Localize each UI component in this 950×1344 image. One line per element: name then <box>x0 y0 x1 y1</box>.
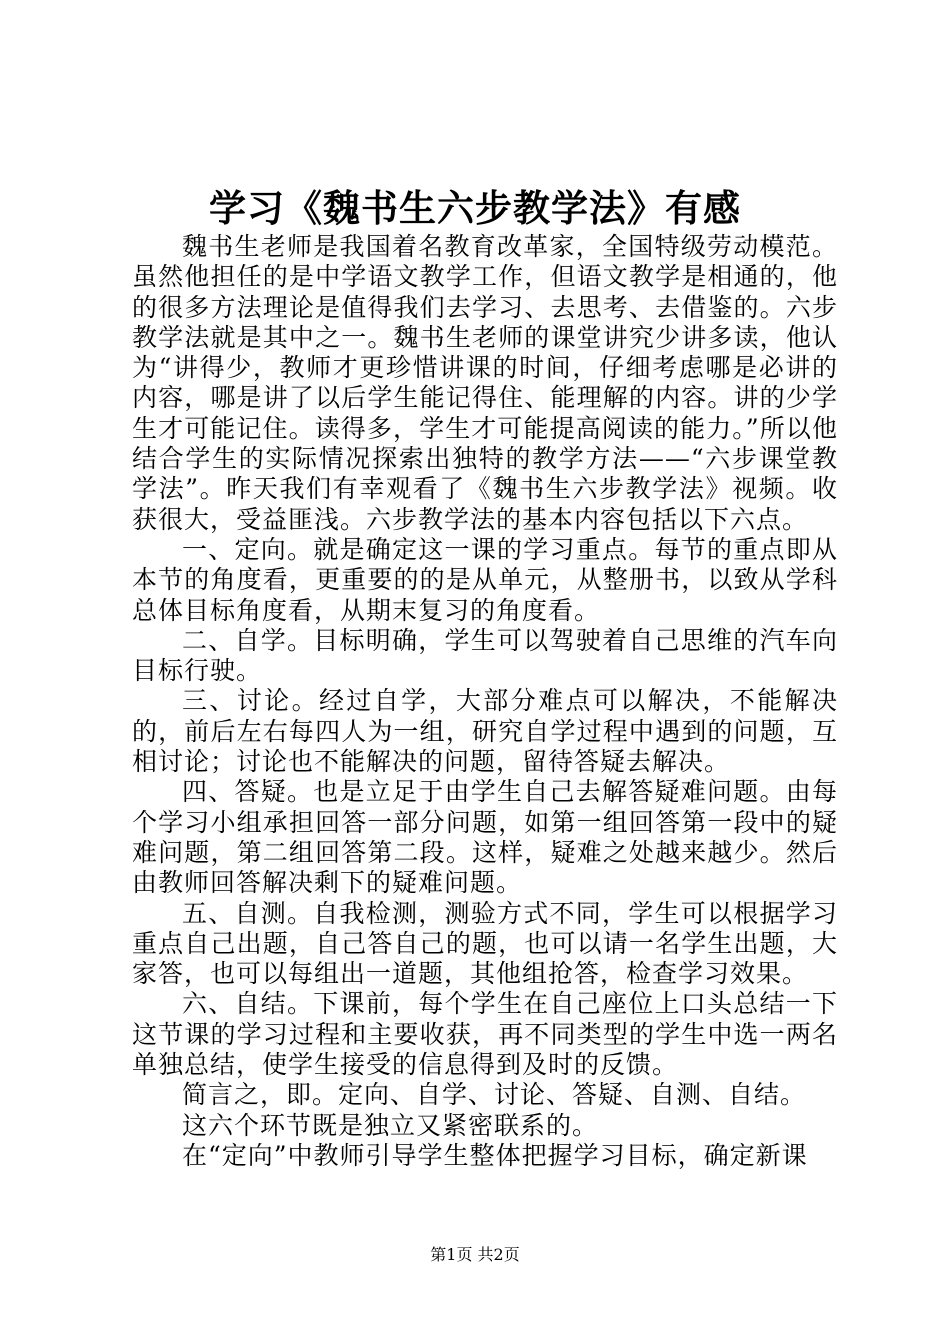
paragraph-step-2: 二、自学。目标明确，学生可以驾驶着自己思维的汽车向目标行驶。 <box>132 625 838 686</box>
paragraph-step-4: 四、答疑。也是立足于由学生自己去解答疑难问题。由每个学习小组承担回答一部分问题，如第一组回答第一段中的疑难问题，第二组回答第二段。这样，疑难之处越来越少。然后由教师回答解决剩下的疑难问题。 <box>132 777 838 898</box>
paragraph-connection: 这六个环节既是独立又紧密联系的。 <box>182 1110 599 1140</box>
paragraph-intro: 魏书生老师是我国着名教育改革家，全国特级劳动模范。虽然他担任的是中学语文教学工作，但语文教学是相通的，他的很多方法理论是值得我们去学习、去思考、去借鉴的。六步教学法就是其中之一。魏书生老师的课堂讲究少讲多读，他认为“讲得少，教师才更珍惜讲课的时间，仔细考虑哪是必讲的内容，哪是讲了以后学生能记得住、能理解的内容。讲的少学生才可能记住。读得多，学生才可能提高阅读的能力。”所以他结合学生的实际情况探索出独特的教学方法——“六步课堂教学法”。昨天我们有幸观看了《魏书生六步教学法》视频。收获很大，受益匪浅。六步教学法的基本内容包括以下六点。 <box>132 232 838 534</box>
document-title: 学习《魏书生六步教学法》有感 <box>209 186 741 230</box>
paragraph-summary: 简言之，即。定向、自学、讨论、答疑、自测、自结。 <box>182 1080 807 1110</box>
paragraph-continued: 在“定向”中教师引导学生整体把握学习目标，确定新课 <box>182 1140 808 1170</box>
page-number-footer: 第1页 共2页 <box>430 1245 520 1264</box>
document-body <box>132 232 838 1171</box>
paragraph-step-6: 六、自结。下课前，每个学生在自己座位上口头总结一下这节课的学习过程和主要收获，再不同类型的学生中选一两名单独总结，使学生接受的信息得到及时的反馈。 <box>132 989 838 1080</box>
paragraph-step-5: 五、自测。自我检测，测验方式不同，学生可以根据学习重点自己出题，自己答自己的题，也可以请一名学生出题，大家答，也可以每组出一道题，其他组抢答，检查学习效果。 <box>132 898 838 989</box>
paragraph-step-3: 三、讨论。经过自学，大部分难点可以解决，不能解决的，前后左右每四人为一组，研究自学过程中遇到的问题，互相讨论；讨论也不能解决的问题，留待答疑去解决。 <box>132 686 838 777</box>
paragraph-step-1: 一、定向。就是确定这一课的学习重点。每节的重点即从本节的角度看，更重要的的是从单元，从整册书，以致从学科总体目标角度看，从期末复习的角度看。 <box>132 534 838 625</box>
